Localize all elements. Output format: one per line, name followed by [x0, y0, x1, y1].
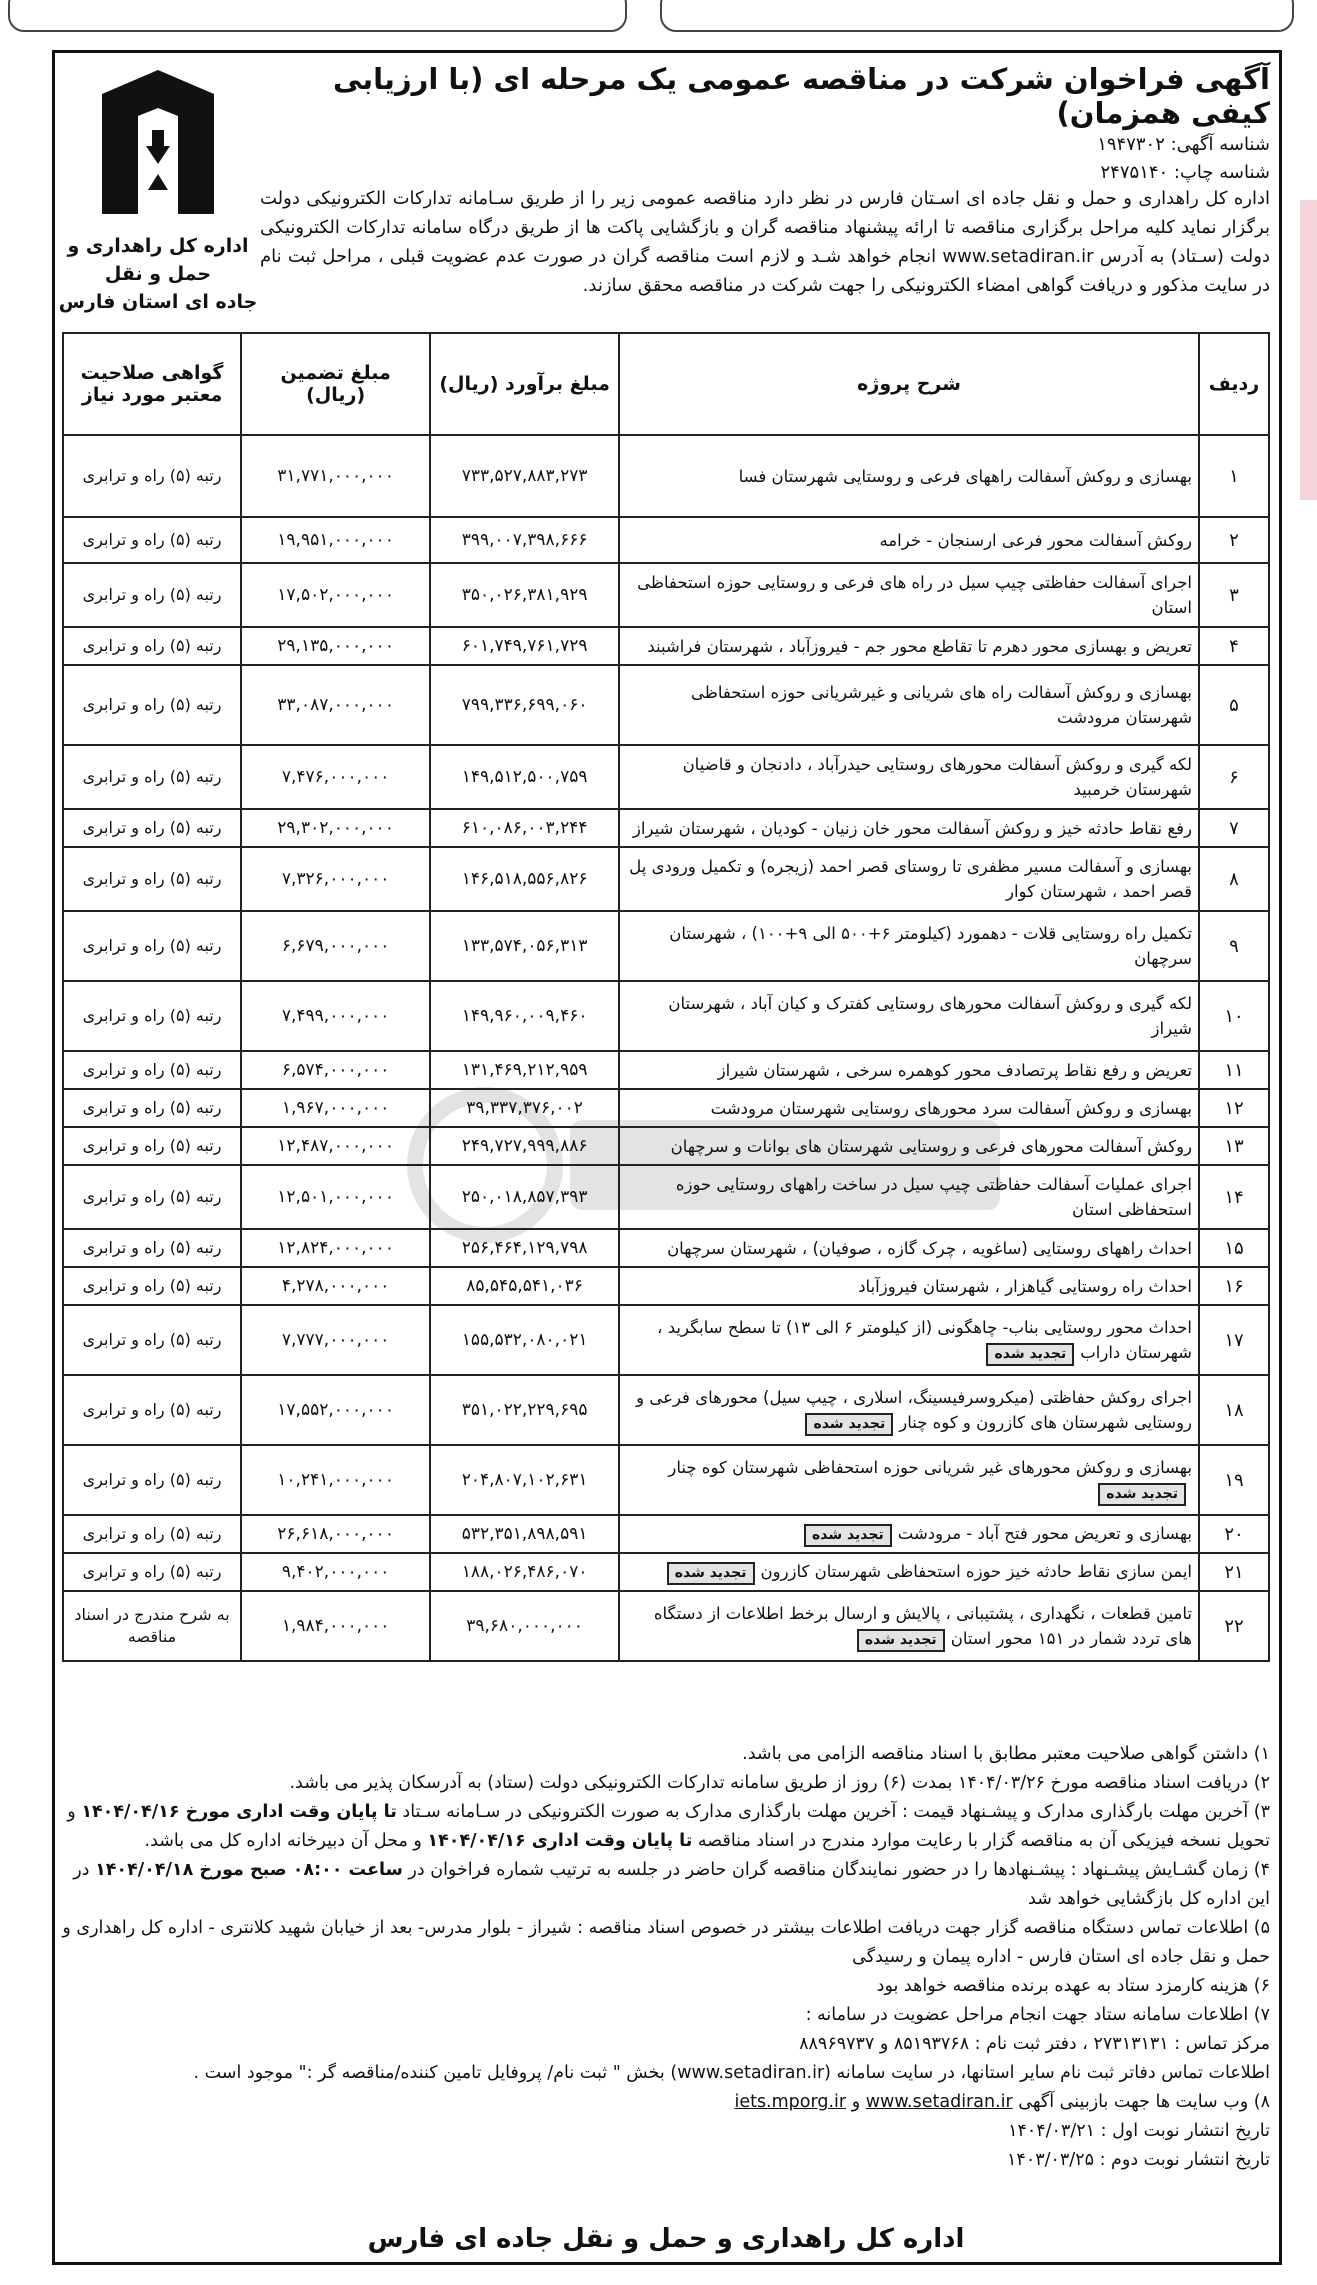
- guarantee-amount: ۱۲,۸۲۴,۰۰۰,۰۰۰: [241, 1229, 430, 1267]
- row-number: ۱۸: [1199, 1375, 1269, 1445]
- project-description-text: اجرای آسفالت حفاظتی چیپ سیل در راه های فرعی و روستایی حوزه استحفاظی استان: [637, 573, 1193, 617]
- project-description-text: رفع نقاط حادثه خیز و روکش آسفالت محور خان زنیان - کودیان ، شهرستان شیراز: [632, 818, 1193, 838]
- guarantee-amount: ۶,۶۷۹,۰۰۰,۰۰۰: [241, 911, 430, 981]
- estimate-amount: ۱۸۸,۰۲۶,۴۸۶,۰۷۰: [430, 1553, 619, 1591]
- row-number: ۱۳: [1199, 1127, 1269, 1165]
- project-description: [619, 563, 1199, 627]
- guarantee-amount: ۷,۳۲۶,۰۰۰,۰۰۰: [241, 847, 430, 911]
- note-6: ۶) هزینه کارمزد ستاد به عهده برنده مناقصه خواهد بود: [876, 1976, 1270, 1996]
- note-3-text-2: و تحویل نسخه فیزیکی آن به مناقصه گزار با رعایت موارد مندرج در اسناد مناقصه: [67, 1802, 1270, 1851]
- estimate-amount: ۱۴۹,۹۶۰,۰۰۹,۴۶۰: [430, 981, 619, 1051]
- estimate-amount: ۶۰۱,۷۴۹,۷۶۱,۷۲۹: [430, 627, 619, 665]
- previous-ad-border-left: [8, 0, 627, 32]
- row-number: ۱۴: [1199, 1165, 1269, 1229]
- project-description: [619, 1445, 1199, 1515]
- project-description: [619, 1089, 1199, 1127]
- guarantee-amount: ۱۰,۲۴۱,۰۰۰,۰۰۰: [241, 1445, 430, 1515]
- print-identifiers: [280, 158, 1270, 187]
- row-number: ۱۶: [1199, 1267, 1269, 1305]
- contact-numbers: مرکز تماس : ۲۷۳۱۳۱۳۱ ، دفتر ثبت نام : ۸۵۱۹۳۷۶۸ و ۸۸۹۶۹۷۳۷: [799, 2034, 1270, 2054]
- project-description: [619, 1553, 1199, 1591]
- row-number: ۱۲: [1199, 1089, 1269, 1127]
- estimate-amount: ۵۳۲,۳۵۱,۸۹۸,۵۹۱: [430, 1515, 619, 1553]
- required-certificate: به شرح مندرج در اسناد مناقصه: [63, 1591, 241, 1661]
- required-certificate: رتبه (۵) راه و ترابری: [63, 1553, 241, 1591]
- header-guarantee-amount: مبلغ تضمین (ریال): [241, 333, 430, 435]
- project-description-text: احداث محور روستایی بناب- چاهگونی (از کیلومتر ۶ الی ۱۳) تا سطح سابگرید ، شهرستان داراب: [657, 1317, 1193, 1362]
- guarantee-amount: ۷,۴۹۹,۰۰۰,۰۰۰: [241, 981, 430, 1051]
- organization-logo: [98, 68, 218, 218]
- project-description-text: تعریض و رفع نقاط پرتصادف محور کوهمره سرخی ، شهرستان شیراز: [717, 1060, 1193, 1080]
- table-row: [63, 911, 1269, 981]
- note-3-text: ۳) آخرین مهلت بارگذاری مدارک و پیشـنهاد قیمت : آخرین مهلت بارگذاری مدارک به صورت الکترونیکی در سـامانه سـتاد: [402, 1802, 1270, 1822]
- project-description-text: لکه گیری و روکش آسفالت محورهای روستایی حیدرآباد ، دادنجان و قاضیان شهرستان خرمبید: [682, 755, 1193, 799]
- guarantee-amount: ۱۹,۹۵۱,۰۰۰,۰۰۰: [241, 517, 430, 563]
- guarantee-amount: ۳۳,۰۸۷,۰۰۰,۰۰۰: [241, 665, 430, 745]
- publish-date-first: تاریخ انتشار نوبت اول : ۱۴۰۴/۰۳/۲۱: [1008, 2121, 1270, 2141]
- estimate-amount: ۱۴۶,۵۱۸,۵۵۶,۸۲۶: [430, 847, 619, 911]
- table-row: [63, 517, 1269, 563]
- note-3-text-3: و محل آن دبیرخانه اداره کل می باشد.: [144, 1831, 422, 1851]
- guarantee-amount: ۱۲,۵۰۱,۰۰۰,۰۰۰: [241, 1165, 430, 1229]
- project-description-text: احداث راههای روستایی (ساغویه ، چرک گازه ، صوفیان) ، شهرستان سرچهان: [667, 1238, 1193, 1258]
- project-description: [619, 1267, 1199, 1305]
- project-description-text: ایمن سازی نقاط حادثه خیز حوزه استحفاظی شهرستان کازرون: [760, 1562, 1193, 1581]
- table-row: [63, 1089, 1269, 1127]
- row-number: ۱۹: [1199, 1445, 1269, 1515]
- required-certificate: رتبه (۵) راه و ترابری: [63, 665, 241, 745]
- project-description-text: بهسازی و روکش آسفالت راههای فرعی و روستایی شهرستان فسا: [738, 466, 1193, 486]
- project-description: [619, 1229, 1199, 1267]
- guarantee-amount: ۱,۹۶۷,۰۰۰,۰۰۰: [241, 1089, 430, 1127]
- estimate-amount: ۱۵۵,۵۳۲,۰۸۰,۰۲۱: [430, 1305, 619, 1375]
- renewed-badge: تجدید شده: [1098, 1483, 1186, 1506]
- header-project-description: شرح پروژه: [619, 333, 1199, 435]
- required-certificate: رتبه (۵) راه و ترابری: [63, 563, 241, 627]
- footer-signature: اداره کل راهداری و حمل و نقل جاده ای فارس: [367, 2224, 965, 2254]
- project-description: [619, 1375, 1199, 1445]
- project-description: [619, 847, 1199, 911]
- estimate-amount: ۲۰۴,۸۰۷,۱۰۲,۶۳۱: [430, 1445, 619, 1515]
- required-certificate: رتبه (۵) راه و ترابری: [63, 1267, 241, 1305]
- project-description-text: احداث راه روستایی گیاهزار ، شهرستان فیروزآباد: [858, 1276, 1193, 1296]
- required-certificate: رتبه (۵) راه و ترابری: [63, 1515, 241, 1553]
- guarantee-amount: ۱,۹۸۴,۰۰۰,۰۰۰: [241, 1591, 430, 1661]
- row-number: ۱۵: [1199, 1229, 1269, 1267]
- required-certificate: رتبه (۵) راه و ترابری: [63, 435, 241, 517]
- note-4-text: ۴) زمان گشـایش پیشـنهاد : پیشـنهادها را در حضور نمایندگان مناقصه گران حاضر در جلسه به ترتیب شماره فراخوان در: [408, 1860, 1270, 1880]
- required-certificate: رتبه (۵) راه و ترابری: [63, 1089, 241, 1127]
- estimate-amount: ۲۴۹,۷۲۷,۹۹۹,۸۸۶: [430, 1127, 619, 1165]
- row-number: ۹: [1199, 911, 1269, 981]
- renewed-badge: تجدید شده: [805, 1413, 893, 1436]
- and-word: و: [851, 2092, 861, 2112]
- row-number: ۲: [1199, 517, 1269, 563]
- tender-table: [62, 332, 1270, 1662]
- organization-name: [58, 232, 258, 316]
- estimate-amount: ۲۵۶,۴۶۴,۱۲۹,۷۹۸: [430, 1229, 619, 1267]
- estimate-amount: ۳۵۰,۰۲۶,۳۸۱,۹۲۹: [430, 563, 619, 627]
- project-description: [619, 665, 1199, 745]
- project-description: [619, 745, 1199, 809]
- organization-name-line1: اداره کل راهداری و حمل و نقل: [67, 235, 249, 285]
- guarantee-amount: ۳۱,۷۷۱,۰۰۰,۰۰۰: [241, 435, 430, 517]
- note-4-opening-time: ساعت ۰۸:۰۰ صبح مورخ ۱۴۰۴/۰۴/۱۸: [95, 1860, 403, 1880]
- table-row: [63, 1445, 1269, 1515]
- note-5: ۵) اطلاعات تماس دستگاه مناقصه گزار جهت دریافت اطلاعات بیشتر در خصوص اسناد مناقصه : شیراز - بلوار مدرس- بعد از خیابان شهید کلانتری - اداره کل راهداری و حمل و نقل جاده ای استان فارس - اداره پیمان و رسیدگی: [62, 1918, 1270, 1967]
- project-description-text: تکمیل راه روستایی قلات - دهمورد (کیلومتر ۶+۵۰۰ الی ۹+۱۰۰) ، شهرستان سرچهان: [669, 924, 1193, 968]
- note-4-text-2: در این اداره کل بازگشایی خواهد شد: [73, 1860, 1270, 1909]
- side-color-strip: [1300, 200, 1317, 500]
- project-description-text: تعریض و بهسازی محور دهرم تا تقاطع محور جم - فیروزآباد ، شهرستان فراشبند: [647, 636, 1193, 656]
- print-id: شناسه چاپ: ۲۴۷۵۱۴۰: [1100, 162, 1270, 183]
- note-1: ۱) داشتن گواهی صلاحیت معتبر مطابق با اسناد مناقصه الزامی می باشد.: [742, 1744, 1270, 1764]
- required-certificate: رتبه (۵) راه و ترابری: [63, 981, 241, 1051]
- table-row: [63, 809, 1269, 847]
- row-number: ۶: [1199, 745, 1269, 809]
- note-8-text: ۸) وب سایت ها جهت بازبینی آگهی: [1018, 2092, 1270, 2112]
- required-certificate: رتبه (۵) راه و ترابری: [63, 745, 241, 809]
- required-certificate: رتبه (۵) راه و ترابری: [63, 1127, 241, 1165]
- table-row: [63, 745, 1269, 809]
- row-number: ۴: [1199, 627, 1269, 665]
- estimate-amount: ۳۵۱,۰۲۲,۲۲۹,۶۹۵: [430, 1375, 619, 1445]
- project-description: [619, 911, 1199, 981]
- required-certificate: رتبه (۵) راه و ترابری: [63, 1305, 241, 1375]
- ad-identifiers: [280, 130, 1270, 159]
- table-row: [63, 1127, 1269, 1165]
- project-description: [619, 1515, 1199, 1553]
- note-7: ۷) اطلاعات سامانه ستاد جهت انجام مراحل عضویت در سامانه :: [805, 2005, 1270, 2025]
- renewed-badge: تجدید شده: [857, 1629, 945, 1652]
- table-row: [63, 665, 1269, 745]
- ad-id: شناسه آگهی: ۱۹۴۷۳۰۲: [1097, 134, 1270, 155]
- project-description: [619, 1305, 1199, 1375]
- guarantee-amount: ۷,۷۷۷,۰۰۰,۰۰۰: [241, 1305, 430, 1375]
- renewed-badge: تجدید شده: [804, 1524, 892, 1547]
- project-description-text: اجرای روکش حفاظتی (میکروسرفیسینگ، اسلاری ، چیپ سیل) محورهای فرعی و روستایی شهرستان های کازرون و کوه چنار: [636, 1387, 1193, 1432]
- estimate-amount: ۷۹۹,۳۳۶,۶۹۹,۰۶۰: [430, 665, 619, 745]
- note-8: [62, 2088, 1270, 2117]
- table-header-row: [63, 333, 1269, 435]
- project-description: [619, 809, 1199, 847]
- row-number: ۲۰: [1199, 1515, 1269, 1553]
- project-description-text: روکش آسفالت محور فرعی ارسنجان - خرامه: [879, 530, 1193, 550]
- table-row: [63, 1267, 1269, 1305]
- estimate-amount: ۳۹,۶۸۰,۰۰۰,۰۰۰: [430, 1591, 619, 1661]
- row-number: ۱: [1199, 435, 1269, 517]
- renewed-badge: تجدید شده: [986, 1343, 1074, 1366]
- previous-ad-border-right: [660, 0, 1294, 32]
- row-number: ۷: [1199, 809, 1269, 847]
- required-certificate: رتبه (۵) راه و ترابری: [63, 847, 241, 911]
- estimate-amount: ۳۹,۳۳۷,۳۷۶,۰۰۲: [430, 1089, 619, 1127]
- required-certificate: رتبه (۵) راه و ترابری: [63, 627, 241, 665]
- row-number: ۱۷: [1199, 1305, 1269, 1375]
- estimate-amount: ۱۳۳,۵۷۴,۰۵۶,۳۱۳: [430, 911, 619, 981]
- project-description-text: بهسازی و روکش آسفالت راه های شریانی و غیرشریانی حوزه استحفاظی شهرستان مرودشت: [690, 683, 1193, 727]
- guarantee-amount: ۲۹,۳۰۲,۰۰۰,۰۰۰: [241, 809, 430, 847]
- table-row: [63, 563, 1269, 627]
- note-3: [62, 1798, 1270, 1856]
- setadiran-link[interactable]: www.setadiran.ir: [865, 2092, 1013, 2112]
- renewed-badge: تجدید شده: [667, 1562, 755, 1585]
- required-certificate: رتبه (۵) راه و ترابری: [63, 1229, 241, 1267]
- iets-link[interactable]: iets.mporg.ir: [734, 2092, 847, 2112]
- estimate-amount: ۷۳۳,۵۲۷,۸۸۳,۲۷۳: [430, 435, 619, 517]
- project-description-text: اجرای عملیات آسفالت حفاظتی چیپ سیل در ساخت راههای روستایی حوزه استحفاظی استان: [675, 1175, 1193, 1219]
- project-description: [619, 1127, 1199, 1165]
- organization-name-line2: جاده ای استان فارس: [58, 291, 258, 313]
- intro-paragraph: اداره کل راهداری و حمل و نقل جاده ای اسـتان فارس در نظر دارد مناقصه عمومی زیر را از طریق سـامانه تدارکات الکترونیکی دولت برگزار نماید کلیه مراحل برگزاری مناقصه تا ارائه پیشنهاد مناقصه گران و بازگشایی پاکت ها از طریق درگاه سامانه تدارکات الکترونیکی دولت (سـتاد) به آدرس www.setadiran.ir انجام خواهد شـد و لازم است مناقصه گران در صورت عدم عضویت قبلی ، مراحل ثبت نام در سایت مذکور و دریافت گواهی امضاء الکترونیکی را جهت شرکت در مناقصه محقق سازند.: [260, 188, 1270, 296]
- header-row-number: ردیف: [1199, 333, 1269, 435]
- required-certificate: رتبه (۵) راه و ترابری: [63, 1051, 241, 1089]
- project-description: [619, 517, 1199, 563]
- table-row: [63, 435, 1269, 517]
- required-certificate: رتبه (۵) راه و ترابری: [63, 1375, 241, 1445]
- page-top-strip: [0, 0, 1317, 38]
- guarantee-amount: ۱۷,۵۵۲,۰۰۰,۰۰۰: [241, 1375, 430, 1445]
- project-description-text: بهسازی و آسفالت مسیر مظفری تا روستای قصر احمد (زیجره) و تکمیل ورودی پل قصر احمد ، شهرستان کوار: [629, 857, 1193, 901]
- project-description-text: لکه گیری و روکش آسفالت محورهای روستایی کفترک و کیان آباد ، شهرستان شیراز: [668, 994, 1193, 1038]
- project-description: [619, 1165, 1199, 1229]
- table-row: [63, 1553, 1269, 1591]
- table-row: [63, 981, 1269, 1051]
- guarantee-amount: ۲۶,۶۱۸,۰۰۰,۰۰۰: [241, 1515, 430, 1553]
- row-number: ۲۱: [1199, 1553, 1269, 1591]
- guarantee-amount: ۱۲,۴۸۷,۰۰۰,۰۰۰: [241, 1127, 430, 1165]
- required-certificate: رتبه (۵) راه و ترابری: [63, 911, 241, 981]
- publish-date-second: تاریخ انتشار نوبت دوم : ۱۴۰۳/۰۳/۲۵: [1007, 2150, 1270, 2170]
- table-row: [63, 1229, 1269, 1267]
- project-description: [619, 627, 1199, 665]
- table-row: [63, 1051, 1269, 1089]
- table-row: [63, 627, 1269, 665]
- project-description: [619, 1591, 1199, 1661]
- guarantee-amount: ۶,۵۷۴,۰۰۰,۰۰۰: [241, 1051, 430, 1089]
- project-description-text: تامین قطعات ، نگهداری ، پشتیبانی ، پالایش و ارسال برخط اطلاعات از دستگاه های تردد شمار در ۱۵۱ محور استان: [653, 1603, 1193, 1648]
- row-number: ۸: [1199, 847, 1269, 911]
- required-certificate: رتبه (۵) راه و ترابری: [63, 517, 241, 563]
- row-number: ۳: [1199, 563, 1269, 627]
- project-description-text: بهسازی و تعریض محور فتح آباد - مرودشت: [897, 1524, 1193, 1543]
- project-description-text: بهسازی و روکش محورهای غیر شریانی حوزه استحفاظی شهرستان کوه چنار: [668, 1457, 1193, 1477]
- required-certificate: رتبه (۵) راه و ترابری: [63, 1165, 241, 1229]
- table-row: [63, 1305, 1269, 1375]
- table-row: [63, 847, 1269, 911]
- header-estimate-amount: مبلغ برآورد (ریال): [430, 333, 619, 435]
- estimate-amount: ۲۵۰,۰۱۸,۸۵۷,۳۹۳: [430, 1165, 619, 1229]
- table-row: [63, 1165, 1269, 1229]
- required-certificate: رتبه (۵) راه و ترابری: [63, 1445, 241, 1515]
- note-2: ۲) دریافت اسناد مناقصه مورخ ۱۴۰۴/۰۳/۲۶ بمدت (۶) روز از طریق سامانه تدارکات الکترونیکی دولت (ستاد) به آدرسکان پذیر می باشد.: [289, 1773, 1270, 1793]
- page-title: آگهی فراخوان شرکت در مناقصه عمومی یک مرحله ای (با ارزیابی کیفی همزمان): [332, 62, 1270, 130]
- required-certificate: رتبه (۵) راه و ترابری: [63, 809, 241, 847]
- project-description-text: بهسازی و روکش آسفالت سرد محورهای روستایی شهرستان مرودشت: [710, 1098, 1193, 1118]
- guarantee-amount: ۲۹,۱۳۵,۰۰۰,۰۰۰: [241, 627, 430, 665]
- row-number: ۵: [1199, 665, 1269, 745]
- guarantee-amount: ۷,۴۷۶,۰۰۰,۰۰۰: [241, 745, 430, 809]
- notes-section: [62, 1740, 1270, 2175]
- guarantee-amount: ۱۷,۵۰۲,۰۰۰,۰۰۰: [241, 563, 430, 627]
- table-row: [63, 1591, 1269, 1661]
- guarantee-amount: ۴,۲۷۸,۰۰۰,۰۰۰: [241, 1267, 430, 1305]
- estimate-amount: ۱۴۹,۵۱۲,۵۰۰,۷۵۹: [430, 745, 619, 809]
- estimate-amount: ۸۵,۵۴۵,۵۴۱,۰۳۶: [430, 1267, 619, 1305]
- estimate-amount: ۳۹۹,۰۰۷,۳۹۸,۶۶۶: [430, 517, 619, 563]
- row-number: ۱۱: [1199, 1051, 1269, 1089]
- note-3-deadline-physical: تا پایان وقت اداری ۱۴۰۴/۰۴/۱۶: [427, 1831, 693, 1851]
- project-description: [619, 1051, 1199, 1089]
- project-description: [619, 435, 1199, 517]
- row-number: ۱۰: [1199, 981, 1269, 1051]
- estimate-amount: ۶۱۰,۰۸۶,۰۰۳,۲۴۴: [430, 809, 619, 847]
- project-description: [619, 981, 1199, 1051]
- note-4: [62, 1856, 1270, 1914]
- project-description-text: روکش آسفالت محورهای فرعی و روستایی شهرستان های بوانات و سرچهان: [670, 1136, 1193, 1156]
- table-row: [63, 1515, 1269, 1553]
- row-number: ۲۲: [1199, 1591, 1269, 1661]
- note-3-deadline-online: تا پایان وقت اداری مورخ ۱۴۰۴/۰۴/۱۶: [81, 1802, 397, 1822]
- registration-offices: اطلاعات تماس دفاتر ثبت نام سایر استانها، در سایت سامانه (www.setadiran.ir) بخش " ثبت نام/ پروفایل تامین کننده/مناقصه گر :" موجود است .: [193, 2063, 1270, 2083]
- header-required-certificate: گواهی صلاحیت معتبر مورد نیاز: [63, 333, 241, 435]
- table-row: [63, 1375, 1269, 1445]
- guarantee-amount: ۹,۴۰۲,۰۰۰,۰۰۰: [241, 1553, 430, 1591]
- estimate-amount: ۱۳۱,۴۶۹,۲۱۲,۹۵۹: [430, 1051, 619, 1089]
